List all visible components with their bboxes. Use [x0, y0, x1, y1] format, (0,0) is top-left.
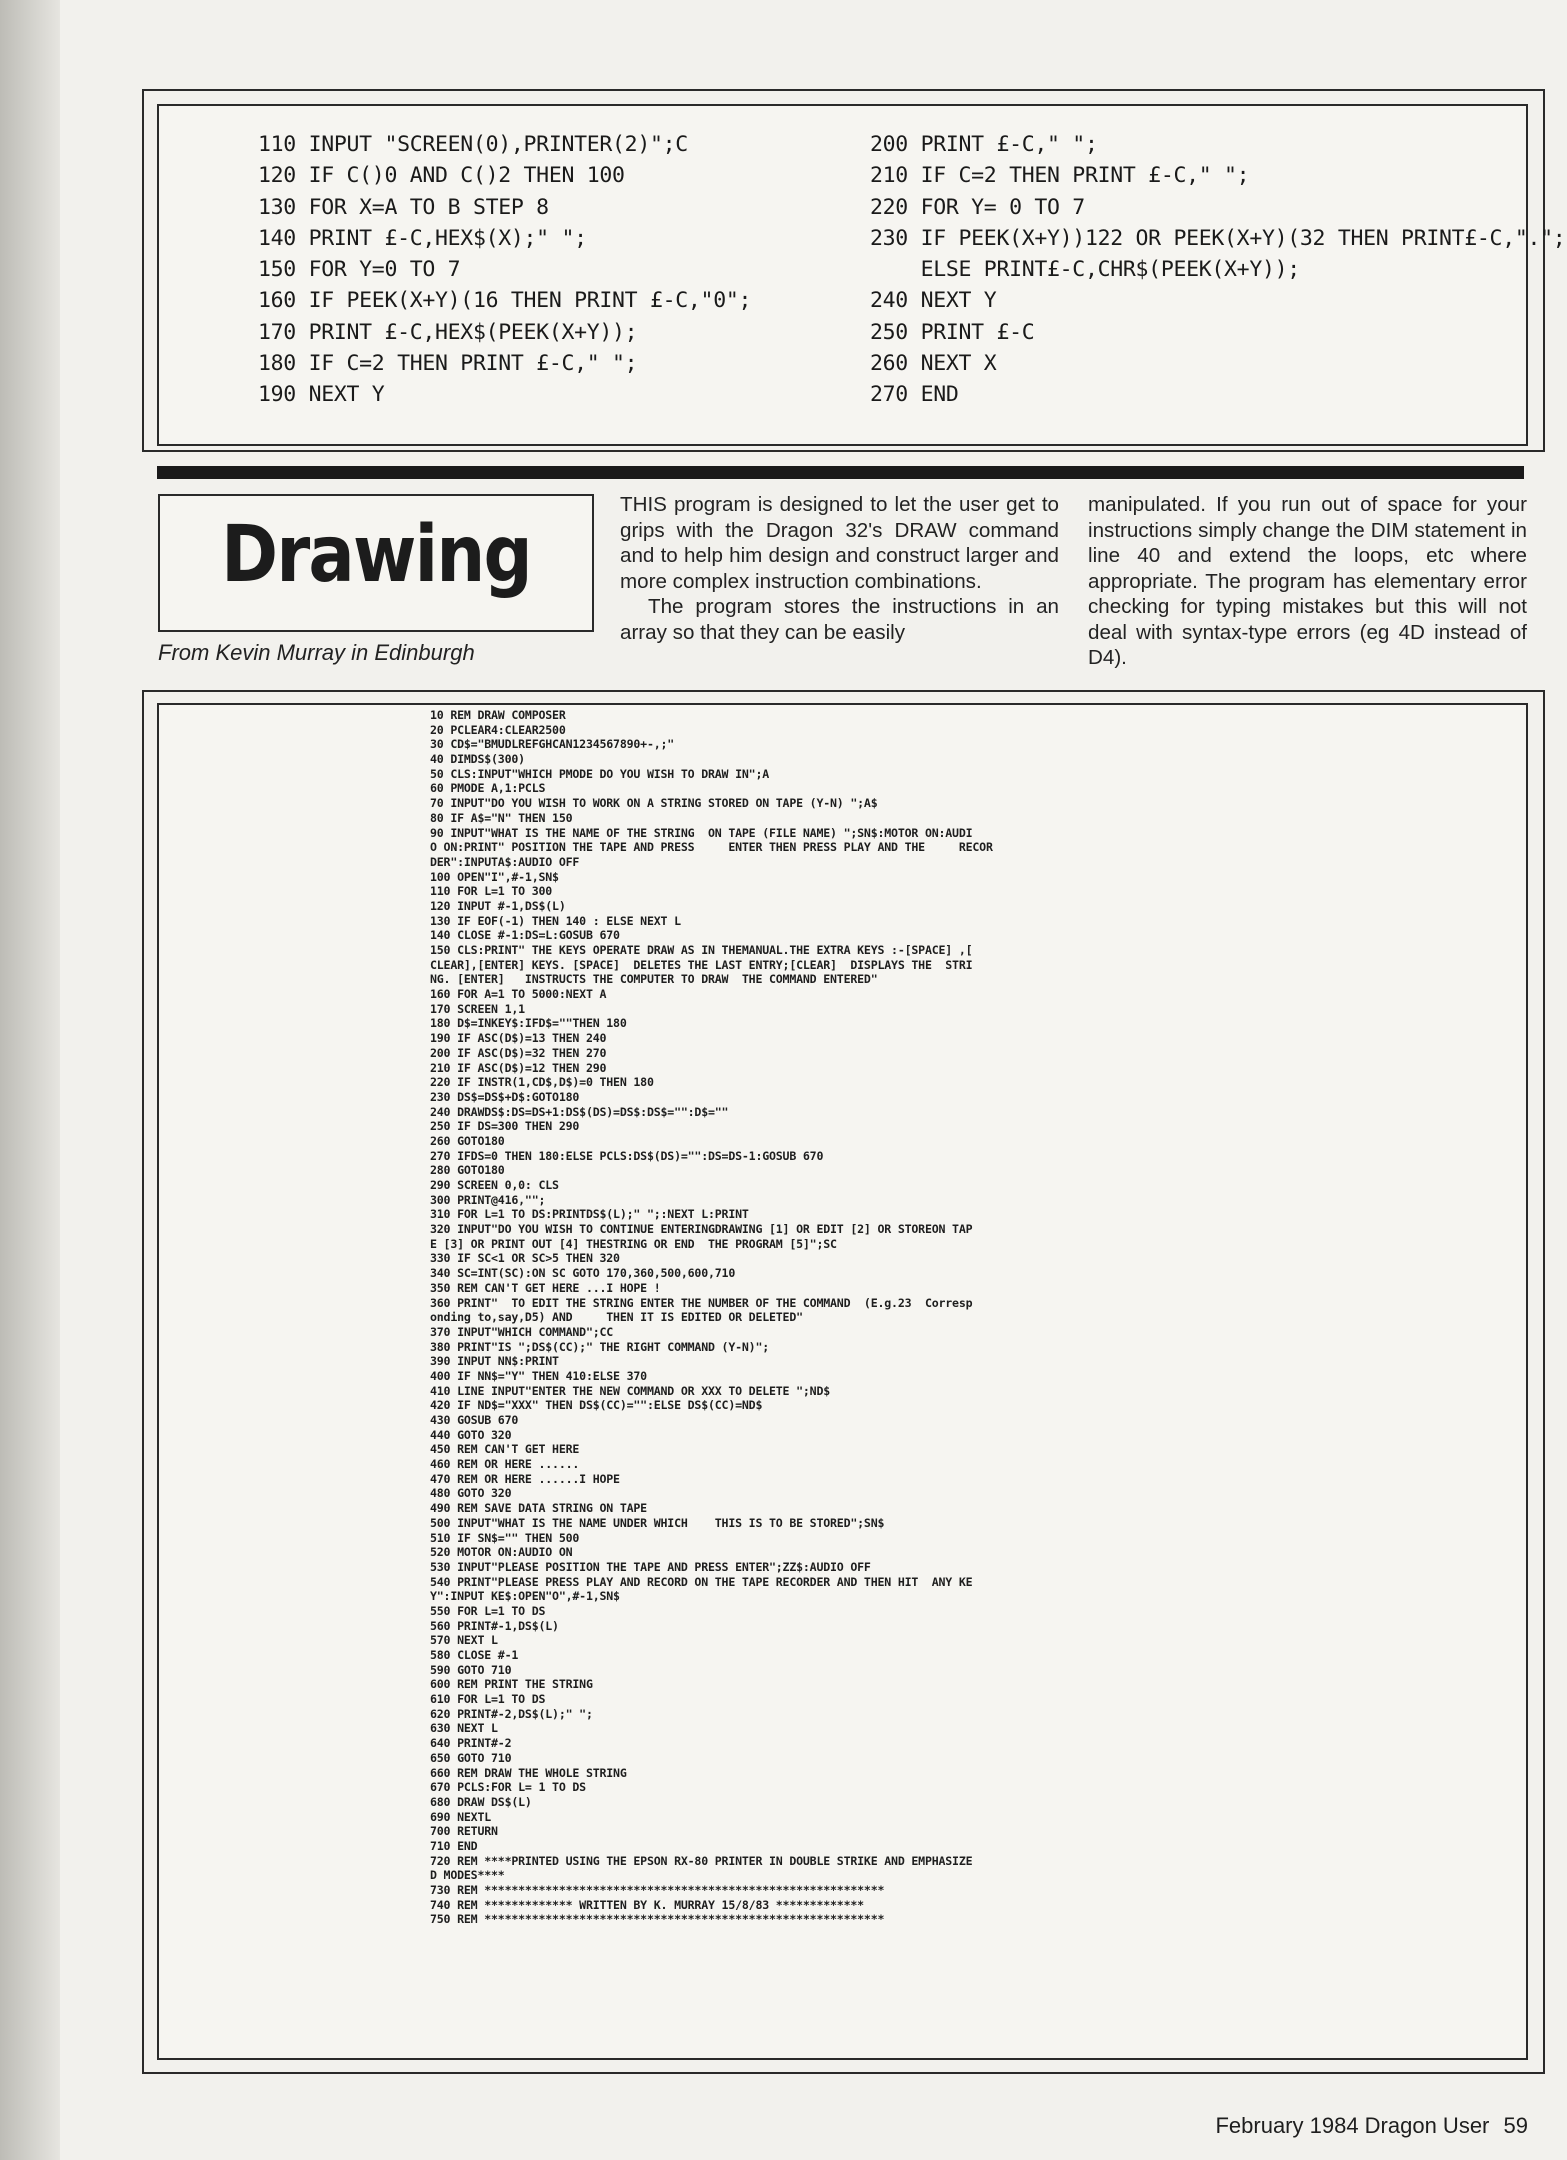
listing-line: 640 PRINT#-2 — [430, 1736, 512, 1751]
top-code-right-line: ELSE PRINT£-C,CHR$(PEEK(X+Y)); — [870, 257, 1300, 283]
listing-line: 490 REM SAVE DATA STRING ON TAPE — [430, 1501, 647, 1516]
listing-line: 410 LINE INPUT"ENTER THE NEW COMMAND OR XXX TO DELETE ";ND$ — [430, 1383, 831, 1398]
listing-line: 740 REM ************* WRITTEN BY K. MURRAY 15/8/83 ************* — [430, 1897, 864, 1912]
listing-line: 150 CLS:PRINT" THE KEYS OPERATE DRAW AS IN THEMANUAL.THE EXTRA KEYS :-[SPACE] ,[ — [430, 943, 973, 957]
listing-line: 350 REM CAN'T GET HERE ...I HOPE ! — [430, 1280, 661, 1295]
listing-line: 590 GOTO 710 — [430, 1662, 512, 1677]
listing-line: 710 END — [430, 1838, 478, 1853]
listing-line: 160 FOR A=1 TO 5000:NEXT A — [430, 987, 607, 1002]
listing-line: 660 REM DRAW THE WHOLE STRING — [430, 1765, 627, 1780]
top-code-right-line: 240 NEXT Y — [870, 288, 997, 314]
listing-line: 170 SCREEN 1,1 — [430, 1001, 525, 1016]
listing-line: 300 PRINT@416,""; — [430, 1192, 546, 1207]
listing-line: 510 IF SN$="" THEN 500 — [430, 1530, 580, 1545]
listing-line: 140 CLOSE #-1:DS=L:GOSUB 670 — [430, 928, 620, 943]
program-listing — [430, 708, 993, 1927]
listing-line: NG. [ENTER] INSTRUCTS THE COMPUTER TO DRAW THE COMMAND ENTERED" — [430, 972, 878, 987]
top-code-right-line: 270 END — [870, 382, 959, 408]
listing-line: 560 PRINT#-1,DS$(L) — [430, 1618, 559, 1633]
listing-line: 700 RETURN — [430, 1824, 498, 1839]
listing-line: 290 SCREEN 0,0: CLS — [430, 1178, 559, 1192]
listing-line: 470 REM OR HERE ......I HOPE — [430, 1471, 620, 1486]
listing-line: 240 DRAWDS$:DS=DS+1:DS$(DS)=DS$:DS$="":D$="" — [430, 1104, 729, 1119]
top-code-left-line: 180 IF C=2 THEN PRINT £-C," "; — [258, 351, 638, 377]
footer-page-number: 59 — [1503, 2113, 1528, 2138]
listing-line: 340 SC=INT(SC):ON SC GOTO 170,360,500,600,710 — [430, 1266, 736, 1281]
article-paragraph-1: THIS program is designed to let the user get to grips with the Dragon 32's DRAW command and to help him design and construct larger and more complex instruction combinations. — [620, 493, 1059, 593]
article-column-2 — [1088, 492, 1527, 671]
listing-line: 540 PRINT"PLEASE PRESS PLAY AND RECORD ON THE TAPE RECORDER AND THEN HIT ANY KE — [430, 1574, 973, 1589]
listing-line: 120 INPUT #-1,DS$(L) — [430, 898, 566, 913]
article-byline: From Kevin Murray in Edinburgh — [158, 640, 475, 665]
top-code-left-line: 130 FOR X=A TO B STEP 8 — [258, 194, 549, 220]
listing-line: Y":INPUT KE$:OPEN"O",#-1,SN$ — [430, 1589, 620, 1604]
listing-line: 270 IFDS=0 THEN 180:ELSE PCLS:DS$(DS)="":DS=DS-1:GOSUB 670 — [430, 1148, 824, 1163]
listing-line: 370 INPUT"WHICH COMMAND";CC — [430, 1324, 614, 1339]
listing-line: 200 IF ASC(D$)=32 THEN 270 — [430, 1045, 607, 1060]
listing-line: 630 NEXT L — [430, 1721, 498, 1736]
listing-line: 80 IF A$="N" THEN 150 — [430, 810, 573, 825]
listing-line: 650 GOTO 710 — [430, 1750, 512, 1765]
listing-line: 730 REM *********************************************************** — [430, 1883, 885, 1897]
listing-line: 680 DRAW DS$(L) — [430, 1794, 532, 1809]
top-code-left-line: 160 IF PEEK(X+Y)(16 THEN PRINT £-C,"0"; — [258, 288, 752, 314]
listing-line: 190 IF ASC(D$)=13 THEN 240 — [430, 1031, 607, 1046]
top-code-right-line: 210 IF C=2 THEN PRINT £-C," "; — [870, 163, 1250, 189]
listing-line: 570 NEXT L — [430, 1633, 498, 1648]
listing-line: 620 PRINT#-2,DS$(L);" "; — [430, 1706, 593, 1721]
listing-line: 720 REM ****PRINTED USING THE EPSON RX-80 PRINTER IN DOUBLE STRIKE AND EMPHASIZE — [430, 1853, 973, 1868]
listing-line: 110 FOR L=1 TO 300 — [430, 884, 553, 899]
listing-line: 10 REM DRAW COMPOSER — [430, 708, 566, 722]
listing-line: D MODES**** — [430, 1868, 505, 1883]
top-code-right-line: 230 IF PEEK(X+Y))122 OR PEEK(X+Y)(32 THEN PRINT£-C,"."; — [870, 225, 1566, 251]
article-paragraph-2-continued: manipulated. If you run out of space for your instructions simply change the DIM statement in line 40 and extend the loops, etc where appropriate. The program has elementary error checking for typing mistakes but this will not deal with syntax-type errors (eg 4D instead of D4). — [1088, 493, 1527, 669]
listing-line: 580 CLOSE #-1 — [430, 1648, 519, 1662]
article-title-box — [158, 494, 594, 632]
listing-line: 520 MOTOR ON:AUDIO ON — [430, 1545, 573, 1560]
top-code-left-line: 170 PRINT £-C,HEX$(PEEK(X+Y)); — [258, 319, 638, 345]
listing-line: 550 FOR L=1 TO DS — [430, 1603, 546, 1618]
listing-line: 360 PRINT" TO EDIT THE STRING ENTER THE NUMBER OF THE COMMAND (E.g.23 Corresp — [430, 1295, 973, 1310]
listing-line: 100 OPEN"I",#-1,SN$ — [430, 869, 559, 884]
listing-line: 500 INPUT"WHAT IS THE NAME UNDER WHICH THIS IS TO BE STORED";SN$ — [430, 1515, 885, 1530]
listing-line: onding to,say,D5) AND THEN IT IS EDITED OR DELETED" — [430, 1310, 803, 1325]
listing-line: E [3] OR PRINT OUT [4] THESTRING OR END THE PROGRAM [5]";SC — [430, 1236, 837, 1251]
listing-line: 130 IF EOF(-1) THEN 140 : ELSE NEXT L — [430, 913, 681, 928]
article-paragraph-2-start: The program stores the instructions in an array so that they can be easily — [620, 595, 1059, 644]
top-code-left-column — [258, 129, 751, 411]
top-code-right-line: 200 PRINT £-C," "; — [870, 132, 1098, 157]
top-code-left-line: 110 INPUT "SCREEN(0),PRINTER(2)";C — [258, 132, 688, 157]
listing-line: 40 DIMDS$(300) — [430, 752, 525, 767]
listing-line: 60 PMODE A,1:PCLS — [430, 781, 546, 796]
listing-line: 320 INPUT"DO YOU WISH TO CONTINUE ENTERINGDRAWING [1] OR EDIT [2] OR STOREON TAP — [430, 1222, 973, 1237]
listing-line: 280 GOTO180 — [430, 1163, 505, 1178]
listing-line: 250 IF DS=300 THEN 290 — [430, 1119, 580, 1134]
listing-line: 380 PRINT"IS ";DS$(CC);" THE RIGHT COMMAND (Y-N)"; — [430, 1339, 770, 1354]
article-title: Drawing — [221, 510, 531, 600]
top-code-right-line: 260 NEXT X — [870, 351, 997, 377]
page-gutter-shadow — [0, 0, 60, 2160]
top-code-left-line: 190 NEXT Y — [258, 382, 385, 408]
top-code-right-line: 220 FOR Y= 0 TO 7 — [870, 194, 1085, 220]
top-code-left-line: 140 PRINT £-C,HEX$(X);" "; — [258, 225, 587, 251]
top-code-right-line: 250 PRINT £-C — [870, 319, 1035, 345]
listing-line: 220 IF INSTR(1,CD$,D$)=0 THEN 180 — [430, 1075, 654, 1090]
listing-line: 530 INPUT"PLEASE POSITION THE TAPE AND PRESS ENTER";ZZ$:AUDIO OFF — [430, 1559, 871, 1574]
listing-line: 210 IF ASC(D$)=12 THEN 290 — [430, 1060, 607, 1075]
listing-line: 440 GOTO 320 — [430, 1427, 512, 1442]
listing-line: 480 GOTO 320 — [430, 1486, 512, 1501]
top-code-right-column — [870, 129, 1565, 411]
listing-line: 600 REM PRINT THE STRING — [430, 1677, 593, 1692]
top-code-left-line: 120 IF C()0 AND C()2 THEN 100 — [258, 163, 625, 189]
listing-line: 670 PCLS:FOR L= 1 TO DS — [430, 1780, 586, 1795]
listing-line: 260 GOTO180 — [430, 1133, 505, 1148]
listing-line: CLEAR],[ENTER] KEYS. [SPACE] DELETES THE LAST ENTRY;[CLEAR] DISPLAYS THE STRI — [430, 957, 973, 972]
listing-line: 90 INPUT"WHAT IS THE NAME OF THE STRING ON TAPE (FILE NAME) ";SN$:MOTOR ON:AUDI — [430, 825, 973, 840]
page-footer — [1215, 2113, 1528, 2139]
listing-line: 690 NEXTL — [430, 1809, 492, 1824]
article-column-1 — [620, 492, 1059, 645]
listing-line: 390 INPUT NN$:PRINT — [430, 1354, 559, 1369]
top-code-left-line: 150 FOR Y=0 TO 7 — [258, 257, 461, 283]
section-divider-rule — [157, 466, 1524, 479]
footer-publication: February 1984 Dragon User — [1215, 2113, 1490, 2138]
listing-line: 50 CLS:INPUT"WHICH PMODE DO YOU WISH TO DRAW IN";A — [430, 766, 770, 781]
listing-line: 30 CD$="BMUDLREFGHCAN1234567890+-,;" — [430, 737, 675, 752]
listing-line: O ON:PRINT" POSITION THE TAPE AND PRESS ENTER THEN PRESS PLAY AND THE RECOR — [430, 840, 993, 855]
listing-line: 330 IF SC<1 OR SC>5 THEN 320 — [430, 1251, 620, 1266]
listing-line: DER":INPUTA$:AUDIO OFF — [430, 854, 580, 869]
listing-line: 420 IF ND$="XXX" THEN DS$(CC)="":ELSE DS$(CC)=ND$ — [430, 1398, 763, 1413]
listing-line: 230 DS$=DS$+D$:GOTO180 — [430, 1089, 580, 1104]
listing-line: 20 PCLEAR4:CLEAR2500 — [430, 722, 566, 737]
listing-line: 70 INPUT"DO YOU WISH TO WORK ON A STRING STORED ON TAPE (Y-N) ";A$ — [430, 796, 878, 811]
listing-line: 400 IF NN$="Y" THEN 410:ELSE 370 — [430, 1368, 647, 1383]
listing-line: 310 FOR L=1 TO DS:PRINTDS$(L);" ";:NEXT L:PRINT — [430, 1207, 749, 1222]
listing-line: 460 REM OR HERE ...... — [430, 1457, 580, 1472]
listing-line: 750 REM *********************************************************** — [430, 1912, 885, 1927]
listing-line: 610 FOR L=1 TO DS — [430, 1692, 546, 1707]
listing-line: 430 GOSUB 670 — [430, 1413, 519, 1427]
listing-line: 450 REM CAN'T GET HERE — [430, 1442, 580, 1457]
listing-line: 180 D$=INKEY$:IFD$=""THEN 180 — [430, 1016, 627, 1031]
